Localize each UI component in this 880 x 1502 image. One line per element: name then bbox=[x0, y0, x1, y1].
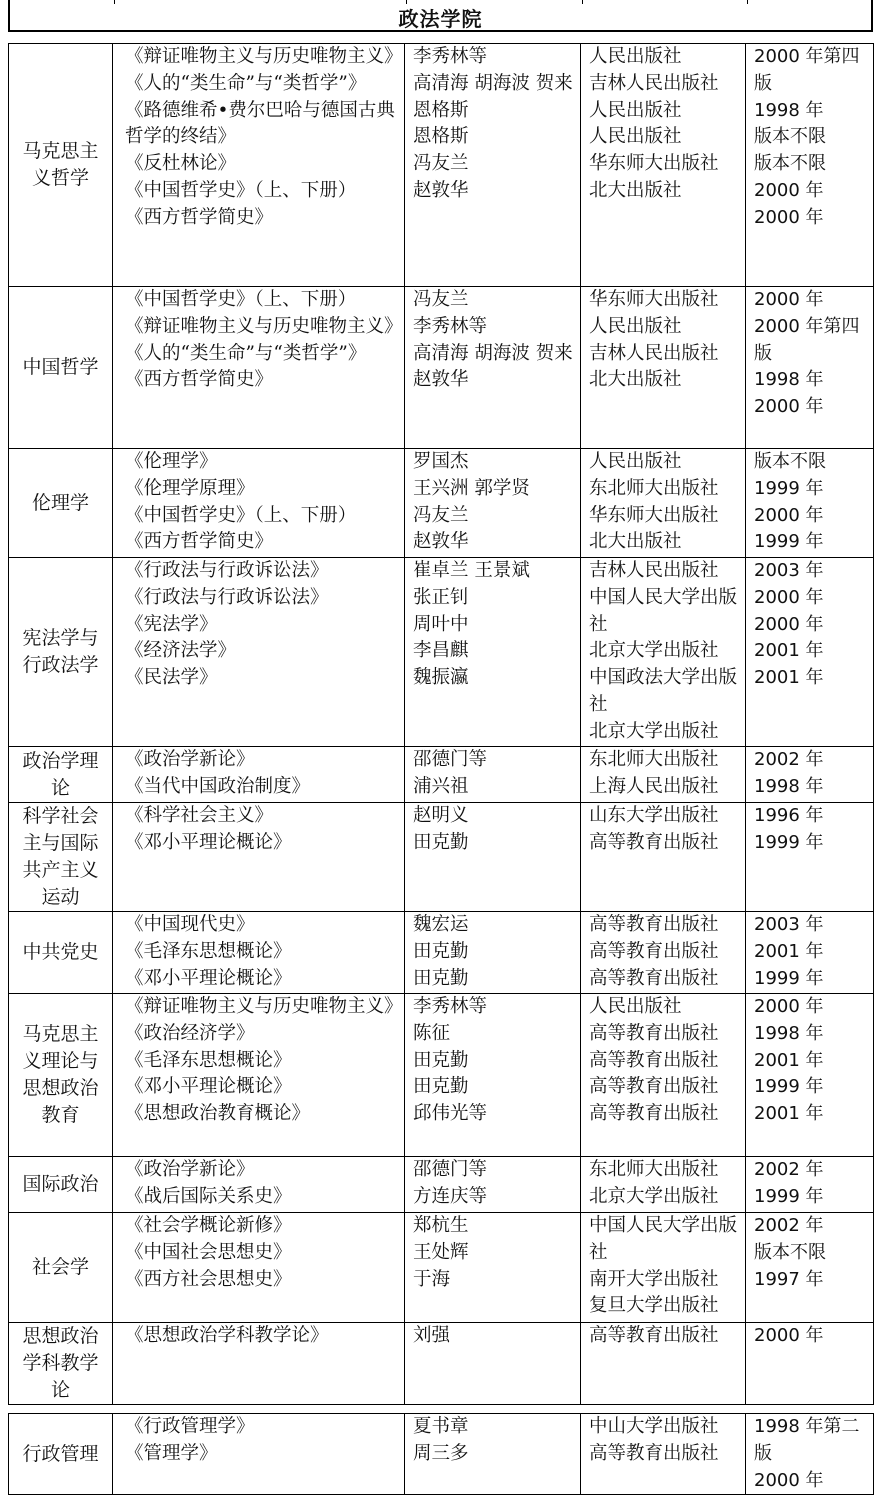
edition-year-cell: 2000 年 2000 年第四版 1998 年 2000 年 bbox=[746, 287, 874, 449]
edition-year-cell: 1996 年 1999 年 bbox=[746, 803, 874, 912]
book-title-cell: 《政治学新论》 《战后国际关系史》 bbox=[113, 1157, 405, 1213]
subject-cell bbox=[9, 558, 113, 747]
subject-cell bbox=[9, 803, 113, 912]
publisher-cell: 人民出版社 吉林人民出版社 人民出版社 人民出版社 华东师大出版社 北大出版社 bbox=[581, 44, 746, 287]
table-row bbox=[9, 1323, 874, 1405]
book-title-cell: 《伦理学》 《伦理学原理》 《中国哲学史》（上、下册） 《西方哲学简史》 bbox=[113, 449, 405, 558]
syllabus-table bbox=[8, 43, 874, 1495]
publisher-cell: 东北师大出版社 上海人民出版社 bbox=[581, 747, 746, 803]
subject-label: 马克思主义哲学 bbox=[22, 140, 99, 189]
edition-year-cell: 版本不限 1999 年 2000 年 1999 年 bbox=[746, 449, 874, 558]
author-cell: 邵德门等 方连庆等 bbox=[405, 1157, 581, 1213]
subject-label: 国际政治 bbox=[22, 1173, 99, 1195]
table-row bbox=[9, 1213, 874, 1323]
table-row bbox=[9, 558, 874, 747]
subject-cell bbox=[9, 1213, 113, 1323]
edition-year-cell: 2002 年 1999 年 bbox=[746, 1157, 874, 1213]
author-cell: 刘强 bbox=[405, 1323, 581, 1405]
subject-label: 思想政治学科教学论 bbox=[22, 1325, 99, 1401]
publisher-cell: 高等教育出版社 bbox=[581, 1323, 746, 1405]
publisher-cell: 东北师大出版社 北京大学出版社 bbox=[581, 1157, 746, 1213]
edition-year-cell: 2000 年 1998 年 2001 年 1999 年 2001 年 bbox=[746, 994, 874, 1157]
book-title-cell: 《辩证唯物主义与历史唯物主义》 《人的“类生命”与“类哲学”》 《路德维希•费尔巴哈与德国古典哲学的终结》 《反杜林论》 《中国哲学史》（上、下册） 《西方哲学简史》 bbox=[113, 44, 405, 287]
author-cell: 崔卓兰 王景斌 张正钊 周叶中 李昌麒 魏振瀛 bbox=[405, 558, 581, 747]
table-row bbox=[9, 994, 874, 1157]
edition-year-cell: 2003 年 2000 年 2000 年 2001 年 2001 年 bbox=[746, 558, 874, 747]
edition-year-cell: 2002 年 1998 年 bbox=[746, 747, 874, 803]
college-title: 政法学院 bbox=[398, 7, 483, 31]
subject-cell bbox=[9, 747, 113, 803]
college-header bbox=[8, 0, 873, 32]
subject-label: 政治学理论 bbox=[22, 749, 99, 799]
author-cell: 魏宏运 田克勤 田克勤 bbox=[405, 912, 581, 994]
table-row bbox=[9, 912, 874, 994]
publisher-cell: 中国人民大学出版社 南开大学出版社 复旦大学出版社 bbox=[581, 1213, 746, 1323]
book-title-cell: 《政治学新论》 《当代中国政治制度》 bbox=[113, 747, 405, 803]
publisher-cell: 中山大学出版社 高等教育出版社 bbox=[581, 1414, 746, 1495]
subject-label: 科学社会主与国际共产主义运动 bbox=[22, 805, 99, 908]
edition-year-cell: 2000 年 bbox=[746, 1323, 874, 1405]
table-row bbox=[9, 449, 874, 558]
author-cell: 冯友兰 李秀林等 高清海 胡海波 贺来 赵敦华 bbox=[405, 287, 581, 449]
subject-cell bbox=[9, 287, 113, 449]
subject-label: 社会学 bbox=[31, 1256, 89, 1278]
edition-year-cell: 1998 年第二版 2000 年 bbox=[746, 1414, 874, 1495]
subject-label: 宪法学与行政法学 bbox=[22, 627, 99, 676]
table-gap bbox=[9, 1405, 874, 1414]
book-title-cell: 《行政管理学》 《管理学》 bbox=[113, 1414, 405, 1495]
subject-label: 伦理学 bbox=[31, 491, 89, 514]
publisher-cell: 山东大学出版社 高等教育出版社 bbox=[581, 803, 746, 912]
book-title-cell: 《中国哲学史》（上、下册） 《辩证唯物主义与历史唯物主义》 《人的“类生命”与“类哲学”》 《西方哲学简史》 bbox=[113, 287, 405, 449]
subject-label: 中国哲学 bbox=[22, 356, 99, 378]
subject-label: 行政管理 bbox=[22, 1442, 99, 1465]
table-row bbox=[9, 747, 874, 803]
publisher-cell: 高等教育出版社 高等教育出版社 高等教育出版社 bbox=[581, 912, 746, 994]
edition-year-cell: 2003 年 2001 年 1999 年 bbox=[746, 912, 874, 994]
table-row bbox=[9, 44, 874, 287]
book-title-cell: 《辩证唯物主义与历史唯物主义》 《政治经济学》 《毛泽东思想概论》 《邓小平理论概论》 《思想政治教育概论》 bbox=[113, 994, 405, 1157]
subject-cell bbox=[9, 912, 113, 994]
edition-year-cell: 2000 年第四版 1998 年 版本不限 版本不限 2000 年 2000 年 bbox=[746, 44, 874, 287]
table-row bbox=[9, 287, 874, 449]
author-cell: 赵明义 田克勤 bbox=[405, 803, 581, 912]
subject-cell bbox=[9, 1323, 113, 1405]
book-title-cell: 《科学社会主义》 《邓小平理论概论》 bbox=[113, 803, 405, 912]
publisher-cell: 吉林人民出版社 中国人民大学出版社 北京大学出版社 中国政法大学出版社 北京大学出版社 bbox=[581, 558, 746, 747]
author-cell: 罗国杰 王兴洲 郭学贤 冯友兰 赵敦华 bbox=[405, 449, 581, 558]
subject-label: 马克思主义理论与思想政治教育 bbox=[22, 1023, 99, 1126]
subject-label: 中共党史 bbox=[22, 941, 99, 963]
edition-year-cell: 2002 年 版本不限 1997 年 bbox=[746, 1213, 874, 1323]
publisher-cell: 人民出版社 东北师大出版社 华东师大出版社 北大出版社 bbox=[581, 449, 746, 558]
subject-cell bbox=[9, 44, 113, 287]
book-title-cell: 《中国现代史》 《毛泽东思想概论》 《邓小平理论概论》 bbox=[113, 912, 405, 994]
author-cell: 李秀林等 高清海 胡海波 贺来 恩格斯 恩格斯 冯友兰 赵敦华 bbox=[405, 44, 581, 287]
syllabus-body bbox=[9, 44, 874, 1495]
subject-cell bbox=[9, 449, 113, 558]
book-title-cell: 《思想政治学科教学论》 bbox=[113, 1323, 405, 1405]
author-cell: 邵德门等 浦兴祖 bbox=[405, 747, 581, 803]
book-title-cell: 《行政法与行政诉讼法》 《行政法与行政诉讼法》 《宪法学》 《经济法学》 《民法学》 bbox=[113, 558, 405, 747]
table-row bbox=[9, 803, 874, 912]
subject-cell bbox=[9, 1414, 113, 1495]
table-row bbox=[9, 1157, 874, 1213]
publisher-cell: 华东师大出版社 人民出版社 吉林人民出版社 北大出版社 bbox=[581, 287, 746, 449]
subject-cell bbox=[9, 1157, 113, 1213]
author-cell: 郑杭生 王处辉 于海 bbox=[405, 1213, 581, 1323]
book-title-cell: 《社会学概论新修》 《中国社会思想史》 《西方社会思想史》 bbox=[113, 1213, 405, 1323]
author-cell: 李秀林等 陈征 田克勤 田克勤 邱伟光等 bbox=[405, 994, 581, 1157]
subject-cell bbox=[9, 994, 113, 1157]
publisher-cell: 人民出版社 高等教育出版社 高等教育出版社 高等教育出版社 高等教育出版社 bbox=[581, 994, 746, 1157]
author-cell: 夏书章 周三多 bbox=[405, 1414, 581, 1495]
table-row bbox=[9, 1414, 874, 1495]
